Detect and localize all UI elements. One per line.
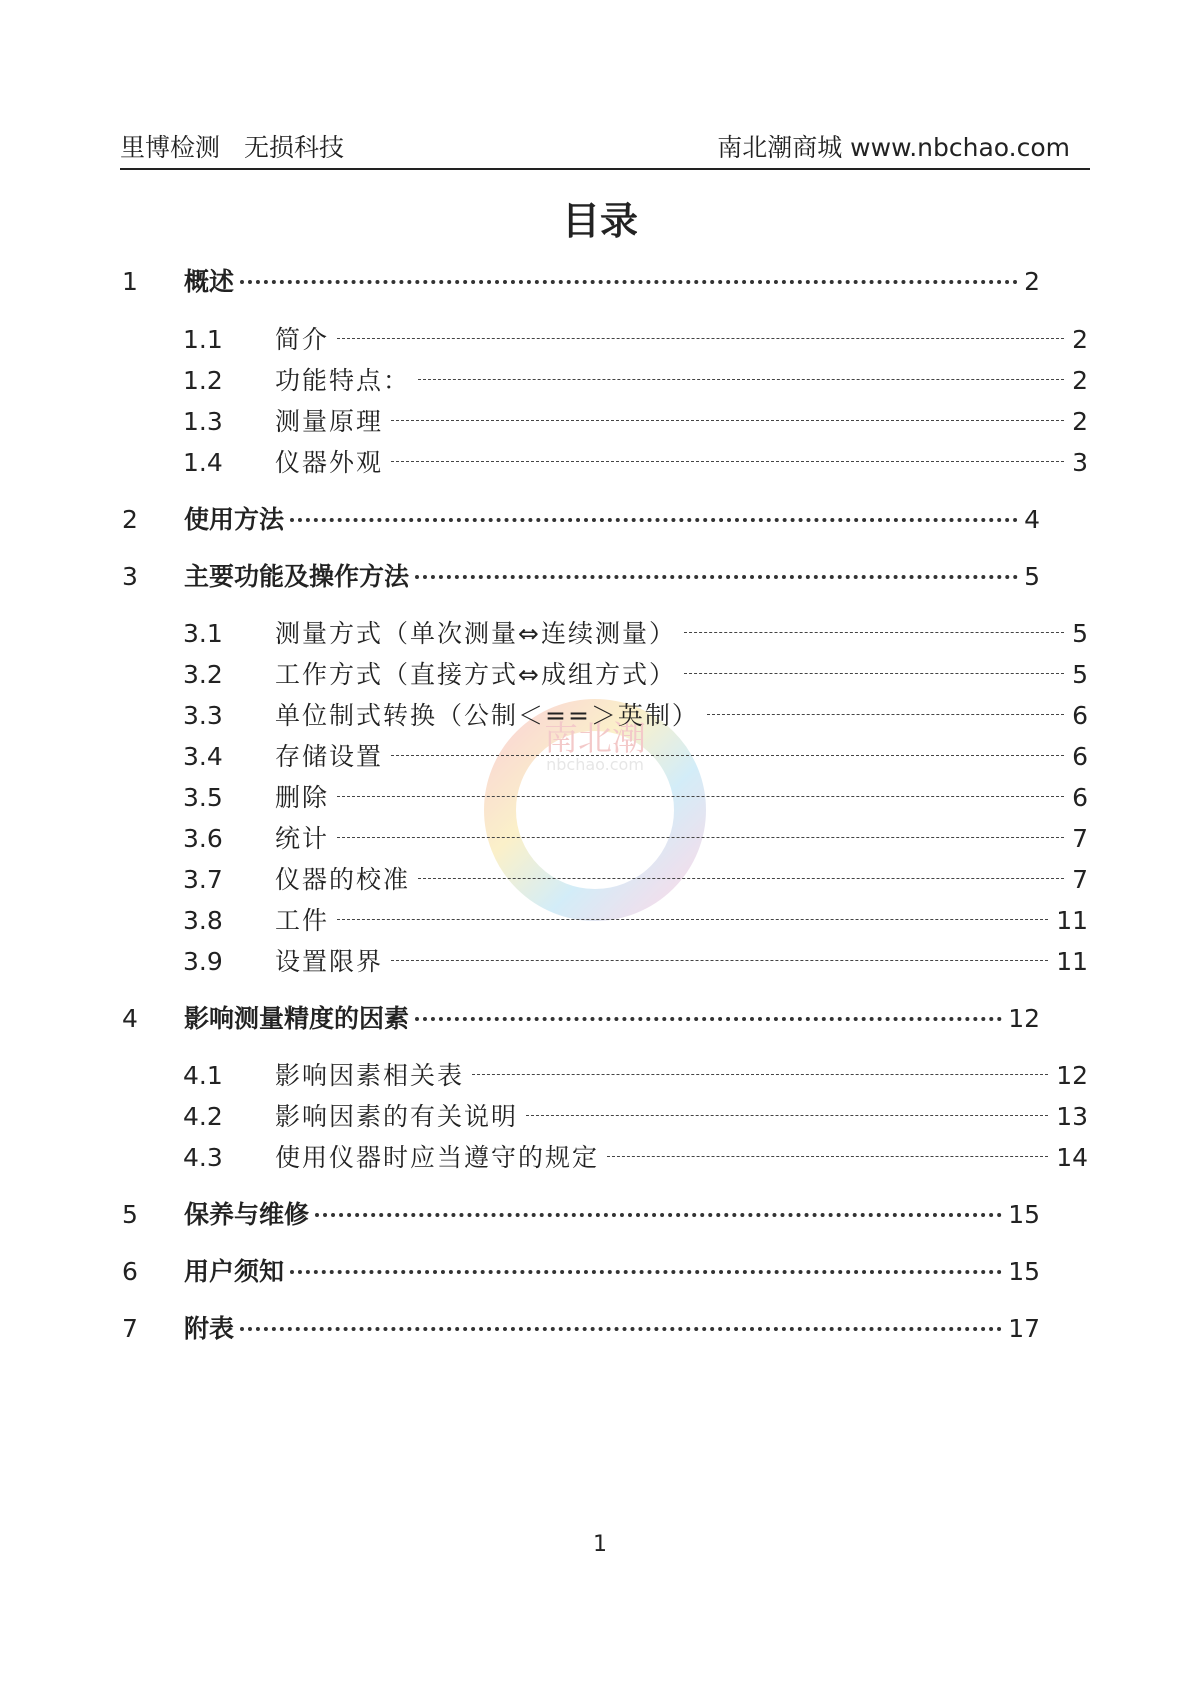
- toc-leader: [337, 338, 1064, 339]
- toc-entry-page: 15: [1008, 1200, 1040, 1229]
- header-right-text: 南北潮商城 www.nbchao.com: [717, 133, 1070, 162]
- toc-entry-number: 3.9: [183, 947, 223, 976]
- toc-entry-number: 1.1: [183, 325, 223, 354]
- toc-entry-number: 3.7: [183, 865, 223, 894]
- toc-entry-number: 3: [122, 562, 138, 591]
- toc-leader: [415, 1017, 1002, 1021]
- toc-entry[interactable]: [183, 1097, 1088, 1133]
- toc-entry-page: 17: [1008, 1314, 1040, 1343]
- toc-entry-number: 4: [122, 1004, 138, 1033]
- toc-entry-page: 3: [1072, 448, 1088, 477]
- toc-entry-label: 单位制式转换（公制＜==＞英制）: [275, 701, 699, 730]
- toc-entry[interactable]: [183, 320, 1088, 356]
- toc-entry-label: 使用仪器时应当遵守的规定: [275, 1143, 600, 1172]
- toc-entry-label: 设置限界: [275, 947, 384, 976]
- toc-leader: [315, 1213, 1002, 1217]
- toc-entry[interactable]: [183, 819, 1088, 855]
- toc-leader: [684, 673, 1064, 674]
- toc-entry-number: 6: [122, 1257, 138, 1286]
- toc-entry-number: 3.6: [183, 824, 223, 853]
- toc-entry[interactable]: [183, 402, 1088, 438]
- toc-leader: [337, 837, 1064, 838]
- toc-entry-label: 影响测量精度的因素: [184, 1004, 410, 1033]
- toc-entry-label: 删除: [275, 783, 330, 812]
- toc-entry[interactable]: [122, 1309, 1040, 1345]
- toc-entry-page: 2: [1072, 366, 1088, 395]
- toc-leader: [290, 1270, 1002, 1274]
- toc-entry-page: 2: [1072, 325, 1088, 354]
- toc-entry-number: 1.3: [183, 407, 223, 436]
- toc-entry[interactable]: [183, 778, 1088, 814]
- toc-entry-label: 保养与维修: [184, 1200, 310, 1229]
- page-header: [120, 128, 1090, 170]
- toc-entry-label: 测量原理: [275, 407, 384, 436]
- toc-entry[interactable]: [183, 614, 1088, 650]
- toc-entry[interactable]: [183, 655, 1088, 691]
- toc-entry-number: 2: [122, 505, 138, 534]
- toc-entry-label: 概述: [184, 267, 235, 296]
- toc-entry-number: 3.4: [183, 742, 223, 771]
- toc-entry-page: 11: [1056, 906, 1088, 935]
- toc-entry-label: 统计: [275, 824, 330, 853]
- toc-entry-label: 附表: [184, 1314, 235, 1343]
- toc-entry-page: 5: [1072, 619, 1088, 648]
- toc-entry-page: 5: [1072, 660, 1088, 689]
- toc-entry-label: 工作方式（直接方式⇔成组方式）: [275, 660, 676, 689]
- toc-leader: [415, 575, 1018, 579]
- toc-entry-number: 3.5: [183, 783, 223, 812]
- toc-entry[interactable]: [183, 942, 1088, 978]
- toc-entry[interactable]: [122, 1195, 1040, 1231]
- toc-entry-page: 14: [1056, 1143, 1088, 1172]
- toc-entry-page: 13: [1056, 1102, 1088, 1131]
- toc-entry-page: 4: [1024, 505, 1040, 534]
- toc-entry[interactable]: [183, 737, 1088, 773]
- toc-entry-number: 4.2: [183, 1102, 223, 1131]
- toc-leader: [337, 796, 1064, 797]
- toc-entry[interactable]: [183, 443, 1088, 479]
- header-left-text: 里博检测 无损科技: [120, 133, 344, 162]
- toc-leader: [391, 420, 1064, 421]
- toc-leader: [684, 632, 1064, 633]
- toc-entry[interactable]: [183, 696, 1088, 732]
- toc-entry-label: 工件: [275, 906, 330, 935]
- toc-entry-number: 7: [122, 1314, 138, 1343]
- toc-entry-number: 5: [122, 1200, 138, 1229]
- toc-entry[interactable]: [183, 1138, 1088, 1174]
- toc-entry[interactable]: [122, 262, 1040, 298]
- page-number: 1: [593, 1532, 607, 1557]
- toc-entry-number: 1: [122, 267, 138, 296]
- toc-entry-number: 3.8: [183, 906, 223, 935]
- toc-entry-number: 4.3: [183, 1143, 223, 1172]
- toc-entry-page: 2: [1024, 267, 1040, 296]
- toc-leader: [607, 1156, 1048, 1157]
- toc-leader: [391, 755, 1064, 756]
- toc-leader: [240, 280, 1018, 284]
- toc-entry[interactable]: [183, 860, 1088, 896]
- toc-entry-page: 12: [1008, 1004, 1040, 1033]
- toc-leader: [707, 714, 1064, 715]
- toc-entry-label: 存储设置: [275, 742, 384, 771]
- toc-entry-label: 仪器的校准: [275, 865, 411, 894]
- toc-entry-number: 1.2: [183, 366, 223, 395]
- toc-leader: [472, 1074, 1048, 1075]
- toc-entry-label: 主要功能及操作方法: [184, 562, 410, 591]
- toc-entry-number: 3.3: [183, 701, 223, 730]
- toc-entry-label: 测量方式（单次测量⇔连续测量）: [275, 619, 676, 648]
- toc-entry-label: 仪器外观: [275, 448, 384, 477]
- toc-leader: [391, 960, 1048, 961]
- toc-entry-page: 6: [1072, 742, 1088, 771]
- toc-leader: [337, 919, 1048, 920]
- toc-entry-label: 影响因素的有关说明: [275, 1102, 519, 1131]
- watermark-text: 南北潮: [544, 719, 646, 759]
- toc-entry[interactable]: [122, 999, 1040, 1035]
- toc-entry-label: 简介: [275, 325, 330, 354]
- toc-entry-page: 12: [1056, 1061, 1088, 1090]
- toc-entry-label: 功能特点：: [275, 366, 411, 395]
- toc-entry[interactable]: [122, 557, 1040, 593]
- toc-entry[interactable]: [122, 1252, 1040, 1288]
- toc-entry-number: 4.1: [183, 1061, 223, 1090]
- toc-entry-page: 6: [1072, 701, 1088, 730]
- toc-entry-number: 3.2: [183, 660, 223, 689]
- toc-entry-number: 3.1: [183, 619, 223, 648]
- toc-entry-label: 用户须知: [184, 1257, 285, 1286]
- toc-entry-page: 6: [1072, 783, 1088, 812]
- toc-title: 目录: [561, 198, 638, 243]
- toc-entry-page: 11: [1056, 947, 1088, 976]
- toc-entry-page: 15: [1008, 1257, 1040, 1286]
- toc-entry-page: 2: [1072, 407, 1088, 436]
- watermark-subtext: nbchao.com: [546, 755, 644, 774]
- toc-leader: [290, 518, 1018, 522]
- toc-entry[interactable]: [183, 361, 1088, 397]
- toc-leader: [418, 878, 1064, 879]
- toc-leader: [418, 379, 1064, 380]
- toc-leader: [526, 1115, 1048, 1116]
- toc-entry[interactable]: [183, 901, 1088, 937]
- toc-leader: [240, 1327, 1002, 1331]
- toc-entry-page: 7: [1072, 865, 1088, 894]
- toc-leader: [391, 461, 1064, 462]
- toc-entry-page: 5: [1024, 562, 1040, 591]
- toc-entry[interactable]: [122, 500, 1040, 536]
- toc-entry[interactable]: [183, 1056, 1088, 1092]
- toc-entry-page: 7: [1072, 824, 1088, 853]
- toc-entry-label: 使用方法: [184, 505, 285, 534]
- toc-entry-label: 影响因素相关表: [275, 1061, 465, 1090]
- toc-entry-number: 1.4: [183, 448, 223, 477]
